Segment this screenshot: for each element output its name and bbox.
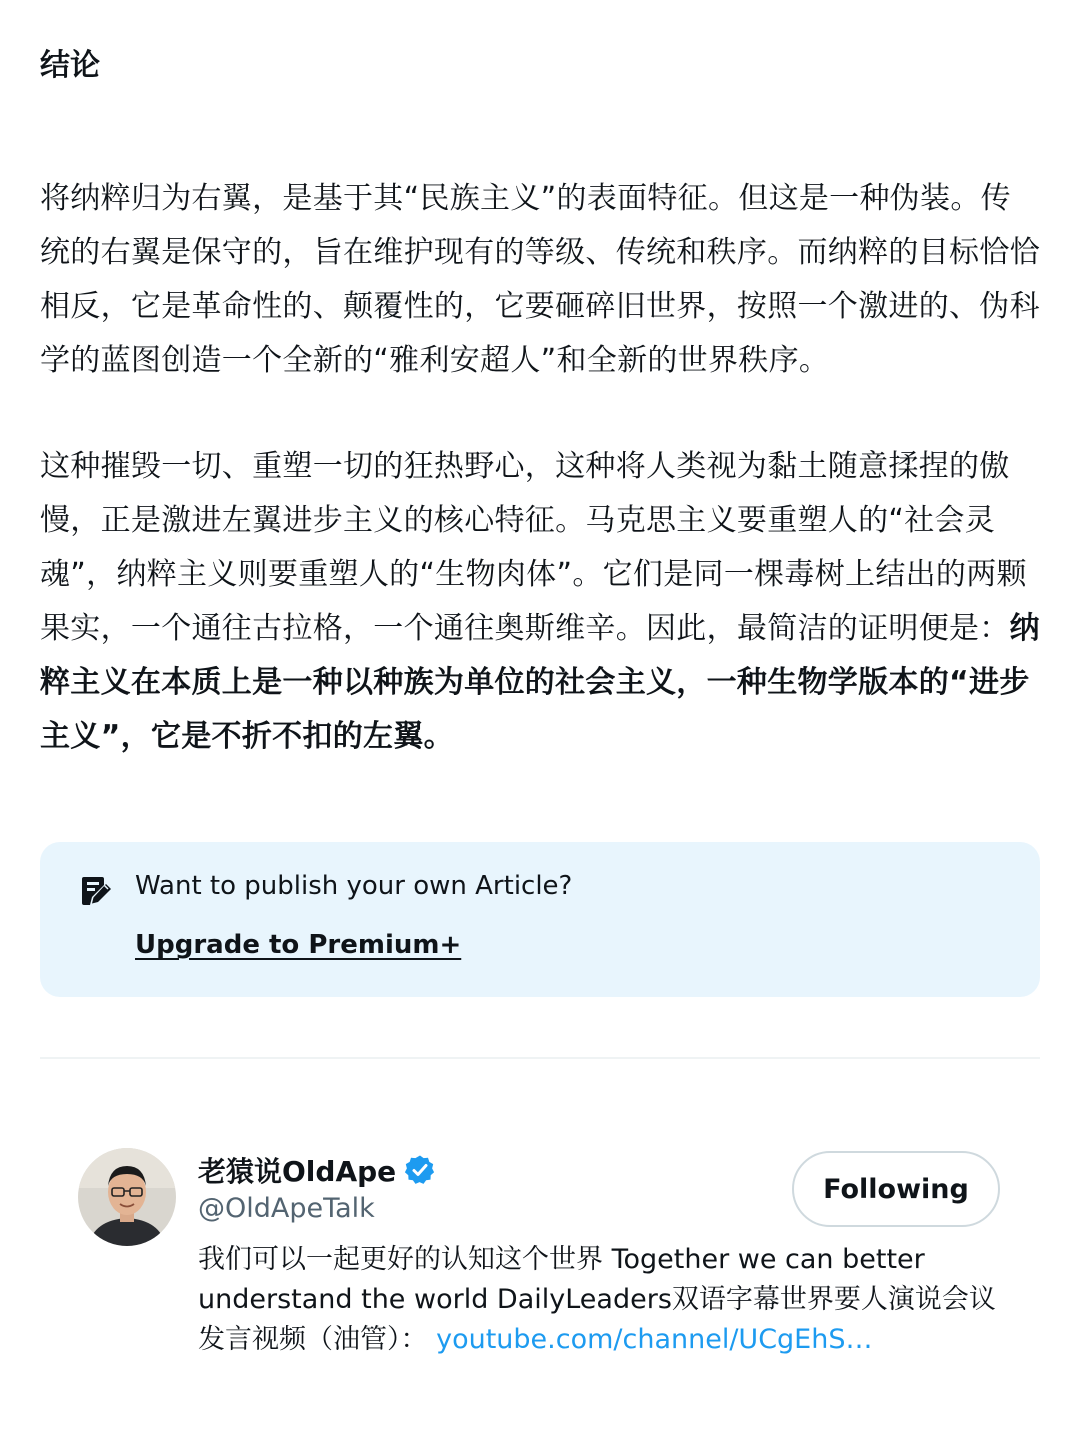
following-button[interactable]: Following — [792, 1151, 1000, 1227]
article-heading: 结论 — [40, 48, 100, 83]
divider — [40, 1057, 1040, 1059]
author-name-row — [198, 1150, 436, 1190]
verified-badge-icon — [404, 1154, 436, 1186]
bio-text: 我们可以一起更好的认知这个世界 Together we can better understand the world DailyLeaders双语字幕世界要人演说会议发言视频（油管）： — [198, 1244, 996, 1355]
publish-article-promo — [40, 842, 1040, 997]
avatar[interactable] — [78, 1148, 176, 1246]
upgrade-premium-link[interactable]: Upgrade to Premium+ — [135, 930, 462, 960]
article-paragraph — [40, 440, 1040, 764]
author-handle: @OldApeTalk — [198, 1193, 375, 1224]
author-bio — [198, 1240, 998, 1360]
paragraph-text: 这种摧毁一切、重塑一切的狂热野心，这种将人类视为黏土随意揉捏的傲慢，正是激进左翼进步主义的核心特征。马克思主义要重塑人的“社会灵魂”，纳粹主义则要重塑人的“生物肉体”。它们是同一棵毒树上结出的两颗果实，一个通往古拉格，一个通往奥斯维辛。因此，最简洁的证明便是： — [40, 449, 1027, 646]
author-name[interactable]: 老猿说OldApe — [198, 1155, 397, 1188]
promo-question: Want to publish your own Article? — [135, 871, 573, 901]
article-body — [40, 40, 1040, 764]
paragraph-bold-conclusion: 纳粹主义在本质上是一种以种族为单位的社会主义，一种生物学版本的“进步主义”，它是不折不扣的左翼。 — [40, 611, 1040, 754]
bio-youtube-link[interactable]: youtube.com/channel/UCgEhS… — [436, 1324, 873, 1355]
article-paragraph: 将纳粹归为右翼，是基于其“民族主义”的表面特征。但这是一种伪装。传统的右翼是保守的，旨在维护现有的等级、传统和秩序。而纳粹的目标恰恰相反，它是革命性的、颠覆性的，它要砸碎旧世界，按照一个激进的、伪科学的蓝图创造一个全新的“雅利安超人”和全新的世界秩序。 — [40, 181, 1040, 378]
compose-article-icon — [80, 874, 114, 908]
